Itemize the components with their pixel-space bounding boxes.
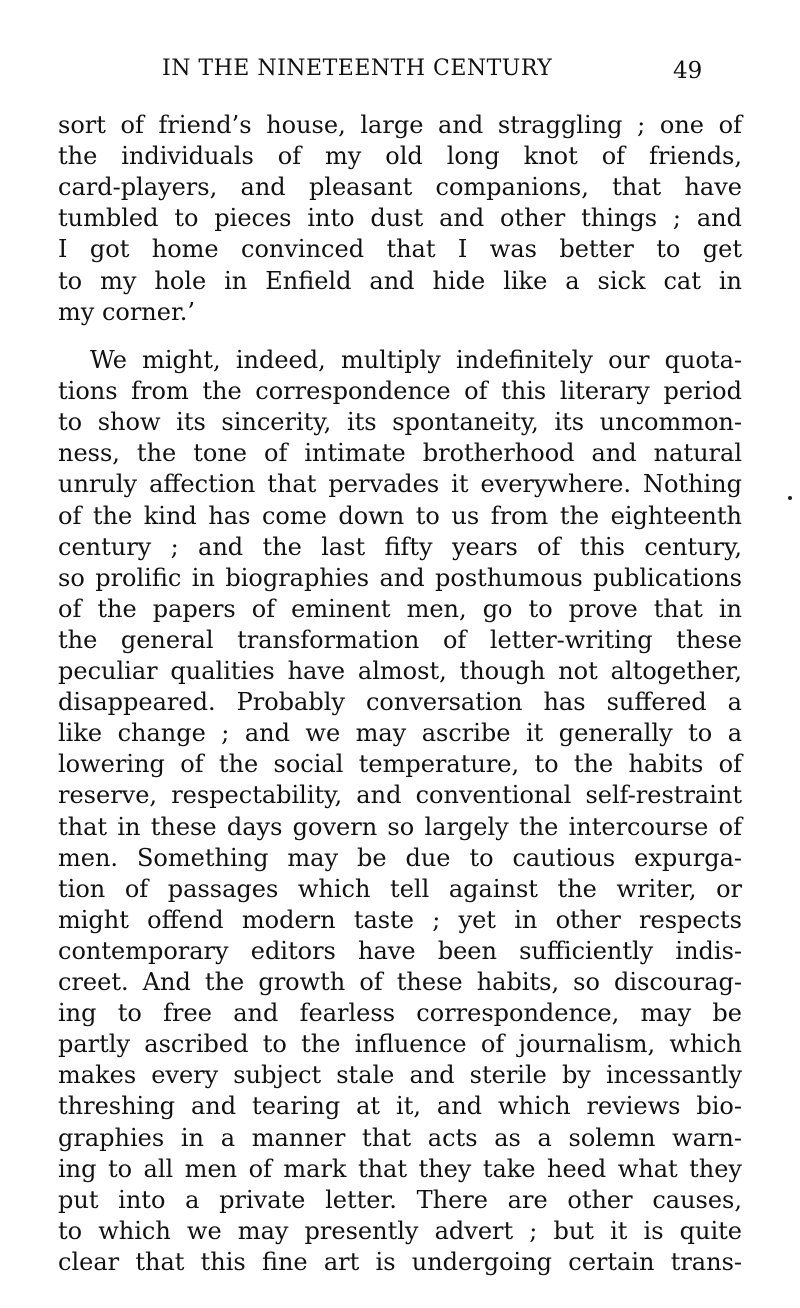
text-line: century ; and the last fifty years of this century, <box>58 532 742 561</box>
text-line: card-players, and pleasant companions, that have <box>58 173 742 202</box>
text-line: that in these days govern so largely the intercourse of <box>58 812 742 841</box>
scan-speck <box>788 496 792 500</box>
running-header: IN THE NINETEENTH CENTURY <box>162 56 553 81</box>
text-line: of the papers of eminent men, go to prove that in <box>58 594 742 623</box>
text-line: of the kind has come down to us from the eighteenth <box>58 501 742 530</box>
text-line: threshing and tearing at it, and which reviews bio- <box>58 1092 742 1121</box>
text-line: the individuals of my old long knot of friends, <box>58 142 742 171</box>
text-line: so prolific in biographies and posthumous publications <box>58 563 742 592</box>
text-line: like change ; and we may ascribe it generally to a <box>58 719 742 748</box>
text-line: We might, indeed, multiply indefinitely our quota- <box>90 346 742 374</box>
text-line: sort of friend’s house, large and straggling ; one of <box>58 111 742 139</box>
page-number: 49 <box>673 58 703 84</box>
text-line: tumbled to pieces into dust and other things ; and <box>58 204 742 233</box>
text-line: disappeared. Probably conversation has suffered a <box>58 688 742 717</box>
text-line: the general transformation of letter-writing these <box>58 625 742 654</box>
text-line: graphies in a manner that acts as a solemn warn- <box>58 1123 742 1152</box>
text-line: contemporary editors have been sufficiently indis- <box>58 936 742 965</box>
text-line: tion of passages which tell against the writer, or <box>58 874 742 903</box>
text-line: makes every subject stale and sterile by incessantly <box>58 1061 742 1090</box>
text-line: creet. And the growth of these habits, so discourag- <box>58 968 742 996</box>
text-line: men. Something may be due to cautious expurga- <box>58 843 742 872</box>
text-line: to my hole in Enfield and hide like a sick cat in <box>58 266 742 295</box>
text-line: partly ascribed to the influence of journalism, which <box>58 1030 742 1059</box>
text-line: put into a private letter. There are other causes, <box>58 1185 742 1214</box>
text-line: lowering of the social temperature, to the habits of <box>58 750 742 779</box>
text-line: clear that this fine art is undergoing certain trans- <box>58 1247 742 1276</box>
text-line: my corner.’ <box>58 297 196 326</box>
text-line: to show its sincerity, its spontaneity, its uncommon- <box>58 408 742 437</box>
text-line: might offend modern taste ; yet in other respects <box>58 905 742 934</box>
text-line: ness, the tone of intimate brotherhood and natural <box>58 439 742 468</box>
text-line: peculiar qualities have almost, though not altogether, <box>58 657 742 685</box>
text-line: unruly affection that pervades it everywhere. Nothing <box>58 470 742 499</box>
text-line: ing to free and fearless correspondence, may be <box>58 999 742 1028</box>
text-line: ing to all men of mark that they take heed what they <box>58 1154 742 1183</box>
text-line: tions from the correspondence of this literary period <box>58 377 742 406</box>
text-line: reserve, respectability, and conventional self-restraint <box>58 781 742 810</box>
text-line: to which we may presently advert ; but it is quite <box>58 1216 742 1245</box>
text-line: I got home convinced that I was better to get <box>58 235 742 264</box>
